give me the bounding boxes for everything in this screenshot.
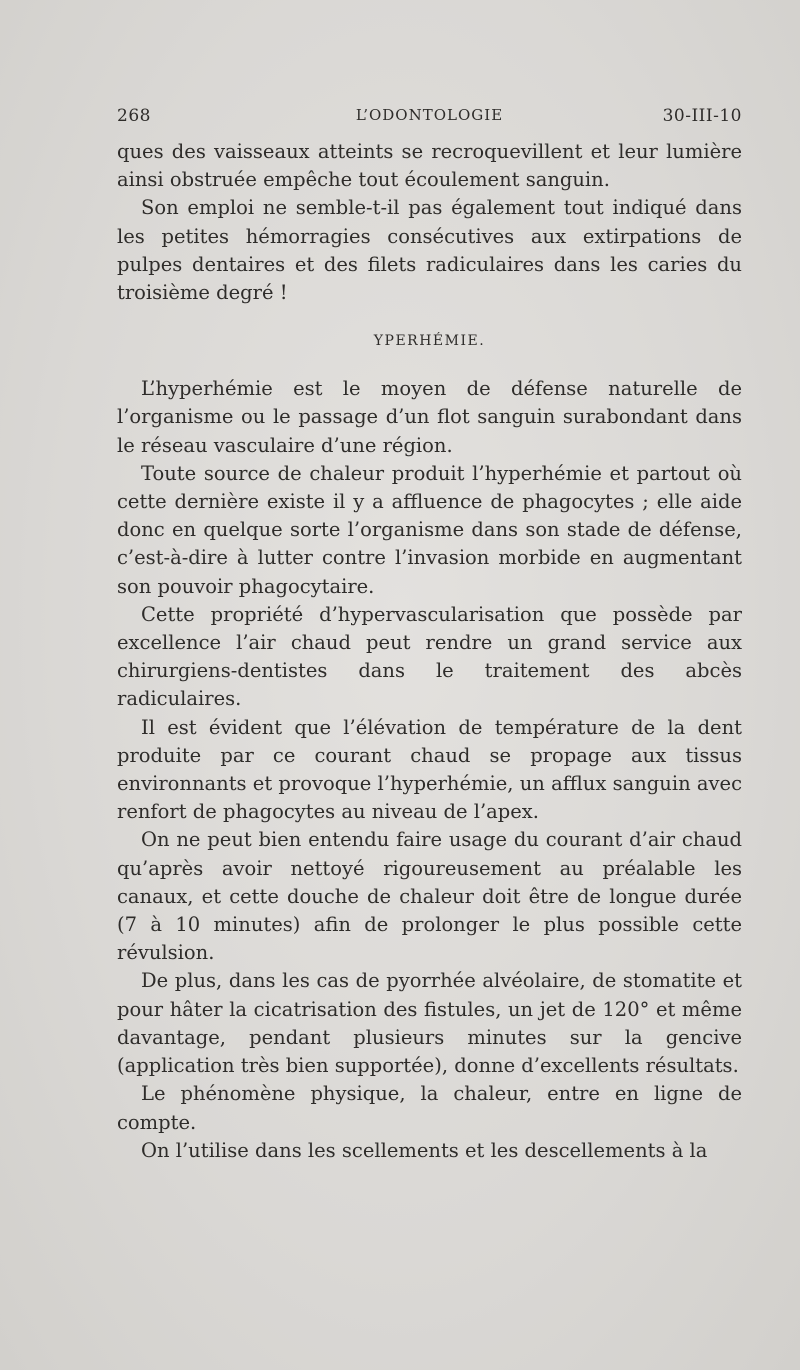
- paragraph: On ne peut bien entendu faire usage du courant d’air chaud qu’après avoir nettoyé rigoureusement au préalable les canaux, et cette douche de chaleur doit être de longue durée (7 à 10 minutes) afin de prolonger le plus possible cette révulsion.: [117, 828, 742, 965]
- body-text: [117, 138, 742, 1165]
- issue-date: 30-III-10: [662, 106, 742, 126]
- journal-title: L’ODONTOLOGIE: [355, 106, 504, 124]
- paragraph: Cette propriété d’hypervascularisation que possède par excellence l’air chaud peut rendre un grand service aux chirurgiens-dentistes dans le traitement des abcès radiculaires.: [117, 602, 742, 711]
- page-number: 268: [117, 106, 151, 126]
- paragraph: L’hyperhémie est le moyen de défense naturelle de l’organisme ou le passage d’un flot sanguin surabondant dans le réseau vasculaire d’une région.: [117, 377, 742, 457]
- paragraph: Il est évident que l’élévation de température de la dent produite par ce courant chaud se propage aux tissus environnants et provoque l’hyperhémie, un afflux sanguin avec renfort de phagocytes au niveau de l’apex.: [117, 715, 742, 824]
- paragraph: Son emploi ne semble-t-il pas également tout indiqué dans les petites hémorragies consécutives aux extirpations de pulpes dentaires et des filets radiculaires dans les caries du troisième degré !: [117, 196, 742, 305]
- paragraph: De plus, dans les cas de pyorrhée alvéolaire, de stomatite et pour hâter la cicatrisation des fistules, un jet de 120° et même davantage, pendant plusieurs minutes sur la gencive (application très bien supportée), donne d’excellents résultats.: [117, 969, 742, 1078]
- paragraph: Le phénomène physique, la chaleur, entre en ligne de compte.: [117, 1082, 742, 1134]
- section-title: YPERHÉMIE.: [373, 333, 486, 350]
- running-header: [117, 106, 742, 130]
- paragraph: Toute source de chaleur produit l’hyperhémie et partout où cette dernière existe il y a affluence de phagocytes ; elle aide donc en quelque sorte l’organisme dans son stade de défense, c’est-à-dire à lutter contre l’invasion morbide en augmentant son pouvoir phagocytaire.: [117, 461, 742, 598]
- paragraph: On l’utilise dans les scellements et les descellements à la: [141, 1138, 708, 1162]
- paragraph: ques des vaisseaux atteints se recroquevillent et leur lumière ainsi obstruée empêche tout écoulement sanguin.: [117, 140, 742, 192]
